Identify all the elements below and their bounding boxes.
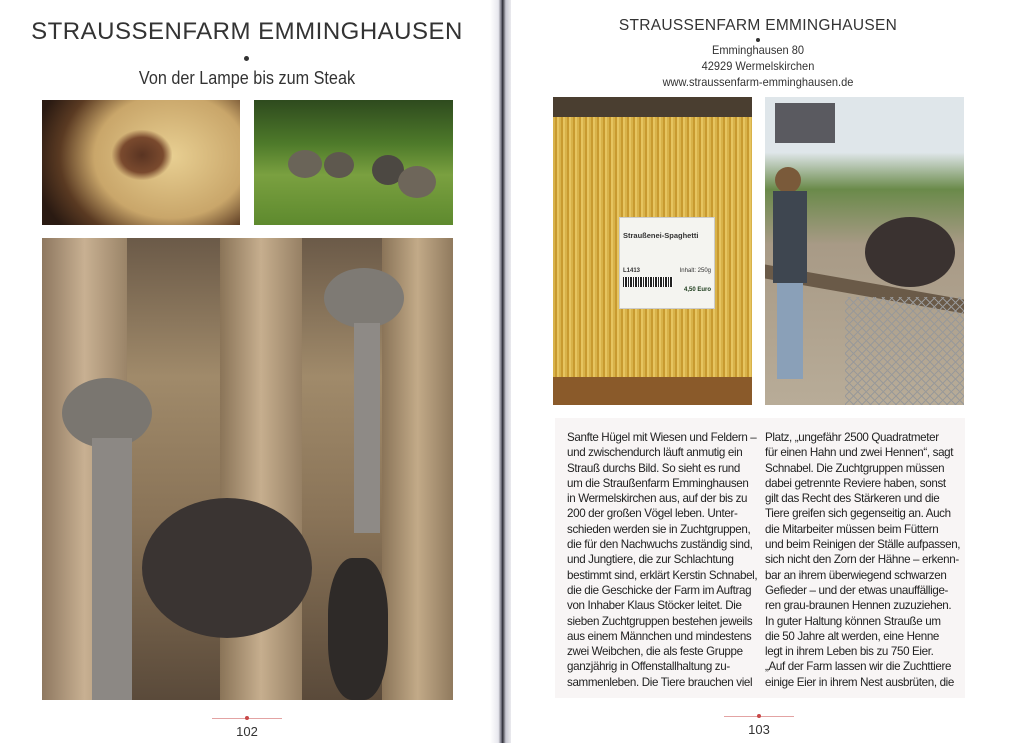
- article-line: sich nicht den Zorn der Hähne – erkenn-: [765, 553, 959, 567]
- egg-candling-photo: [42, 100, 240, 225]
- article-line: Gefieder – und der etwas unauffällige-: [765, 583, 949, 597]
- article-line: und beim Reinigen der Ställe aufpassen,: [765, 538, 961, 552]
- girl-shirt: [773, 191, 807, 283]
- page-number: 102: [236, 724, 258, 739]
- product-weight: Inhalt: 250g: [679, 268, 711, 274]
- article-line: die für den Nachwuchs zuständig sind,: [567, 538, 753, 552]
- article-line: In guter Haltung können Strauße um: [765, 614, 941, 628]
- article-text-box: [555, 418, 965, 698]
- product-label: [619, 217, 715, 309]
- ostrich-body: [142, 498, 312, 638]
- wire-fence: [845, 297, 964, 405]
- product-name: Straußenei-Spaghetti: [623, 231, 699, 240]
- article-line: Strauß durchs Bild. So sieht es rund: [567, 461, 740, 475]
- article-line: schieden werden sie in Zuchtgruppen,: [567, 522, 751, 536]
- article-line: „Auf der Farm lassen wir die Zuchttiere: [765, 660, 952, 674]
- article-line: ganzjährig in Offenstallhaltung zu-: [567, 660, 730, 674]
- address-city: 42929 Wermelskirchen: [701, 59, 815, 73]
- article-line: Tiere greifen sich gegenseitig an. Auch: [765, 507, 951, 521]
- farmhouse: [775, 103, 835, 143]
- product-price: 4,50 Euro: [683, 287, 711, 293]
- article-line: die 50 Jahre alt werden, eine Henne: [765, 629, 940, 643]
- shelf-shadow: [553, 97, 752, 117]
- address-street: Emminghausen 80: [711, 43, 805, 57]
- article-line: zwei Weibchen, die als feste Gruppe: [567, 645, 743, 659]
- article-line: sammenleben. Die Tiere brauchen viel: [567, 675, 753, 689]
- ostriches-behind-fence-photo: [42, 238, 453, 700]
- article-column-1: [567, 430, 767, 690]
- article-line: die die Geschicke der Farm im Auftrag: [567, 583, 752, 597]
- page-number-dot: [757, 714, 761, 718]
- chick-shape: [398, 166, 436, 198]
- article-line: für einen Hahn und zwei Hennen“, sagt: [765, 446, 954, 460]
- article-line: ren grau-braunen Hennen zuzuziehen.: [765, 599, 952, 613]
- ostrich-head: [324, 268, 404, 328]
- girl-jeans: [777, 283, 803, 379]
- article-line: und Jungtiere, die zur Schlachtung: [567, 553, 734, 567]
- ostrich-body: [865, 217, 955, 287]
- article-line: bestimmt sind, erklärt Kerstin Schnabel,: [567, 568, 758, 582]
- article-line: Platz, „ungefähr 2500 Quadratmeter: [765, 431, 939, 444]
- article-line: gilt das Recht des Stärkeren und die: [765, 492, 940, 506]
- chick-shape: [288, 150, 322, 178]
- article-line: von Inhaber Klaus Stöcker leitet. Die: [567, 599, 742, 613]
- shelf: [553, 377, 752, 405]
- chick-shape: [324, 152, 354, 178]
- page-title: STRAUSSENFARM EMMINGHAUSEN: [618, 17, 898, 34]
- article-line: sieben Zuchtgruppen bestehen jeweils: [567, 614, 753, 628]
- hatching-chick-shape: [112, 130, 172, 180]
- page-title: STRAUSSENFARM EMMINGHAUSEN: [31, 18, 463, 45]
- page-subtitle: Von der Lampe bis zum Steak: [138, 68, 356, 88]
- article-column-2: [765, 430, 965, 690]
- title-separator-dot: [756, 38, 760, 42]
- article-line: Schnabel. Die Zuchtgruppen müssen: [765, 461, 945, 475]
- product-lot: L1413: [623, 268, 641, 274]
- article-line: 200 der großen Vögel leben. Unter-: [567, 507, 738, 521]
- article-line: in Wermelskirchen aus, auf der bis zu: [567, 492, 748, 506]
- left-page: [0, 0, 497, 743]
- article-line: dabei getrennte Reviere haben, sonst: [765, 476, 946, 490]
- article-line: aus einem Männchen und mindestens: [567, 629, 752, 643]
- barcode: [623, 277, 673, 287]
- website-link[interactable]: www.straussenfarm-emminghausen.de: [662, 75, 854, 89]
- ostrich-neck: [354, 323, 380, 533]
- right-page: [511, 0, 1020, 743]
- article-line: legt in ihrem Leben bis zu 750 Eier.: [765, 645, 934, 659]
- ostrich-body: [328, 558, 388, 700]
- girl-head: [775, 167, 801, 193]
- girl-with-ostriches-photo: [765, 97, 964, 405]
- page-number: 103: [748, 722, 770, 737]
- article-line: um die Straußenfarm Emminghausen: [567, 476, 749, 490]
- article-line: Sanfte Hügel mit Wiesen und Feldern –: [567, 431, 757, 444]
- article-line: einige Eier in ihrem Nest ausbrüten, die: [765, 675, 954, 689]
- ostrich-neck: [92, 438, 132, 700]
- article-line: und zwischendurch läuft anmutig ein: [567, 446, 743, 460]
- article-line: die Mitarbeiter müssen beim Füttern: [765, 522, 939, 536]
- title-separator-dot: [244, 56, 249, 61]
- ostrich-chicks-photo: [254, 100, 453, 225]
- spaghetti-package-photo: [553, 97, 752, 405]
- page-number-dot: [245, 716, 249, 720]
- article-line: bar an ihrem überwiegend schwarzen: [765, 568, 947, 582]
